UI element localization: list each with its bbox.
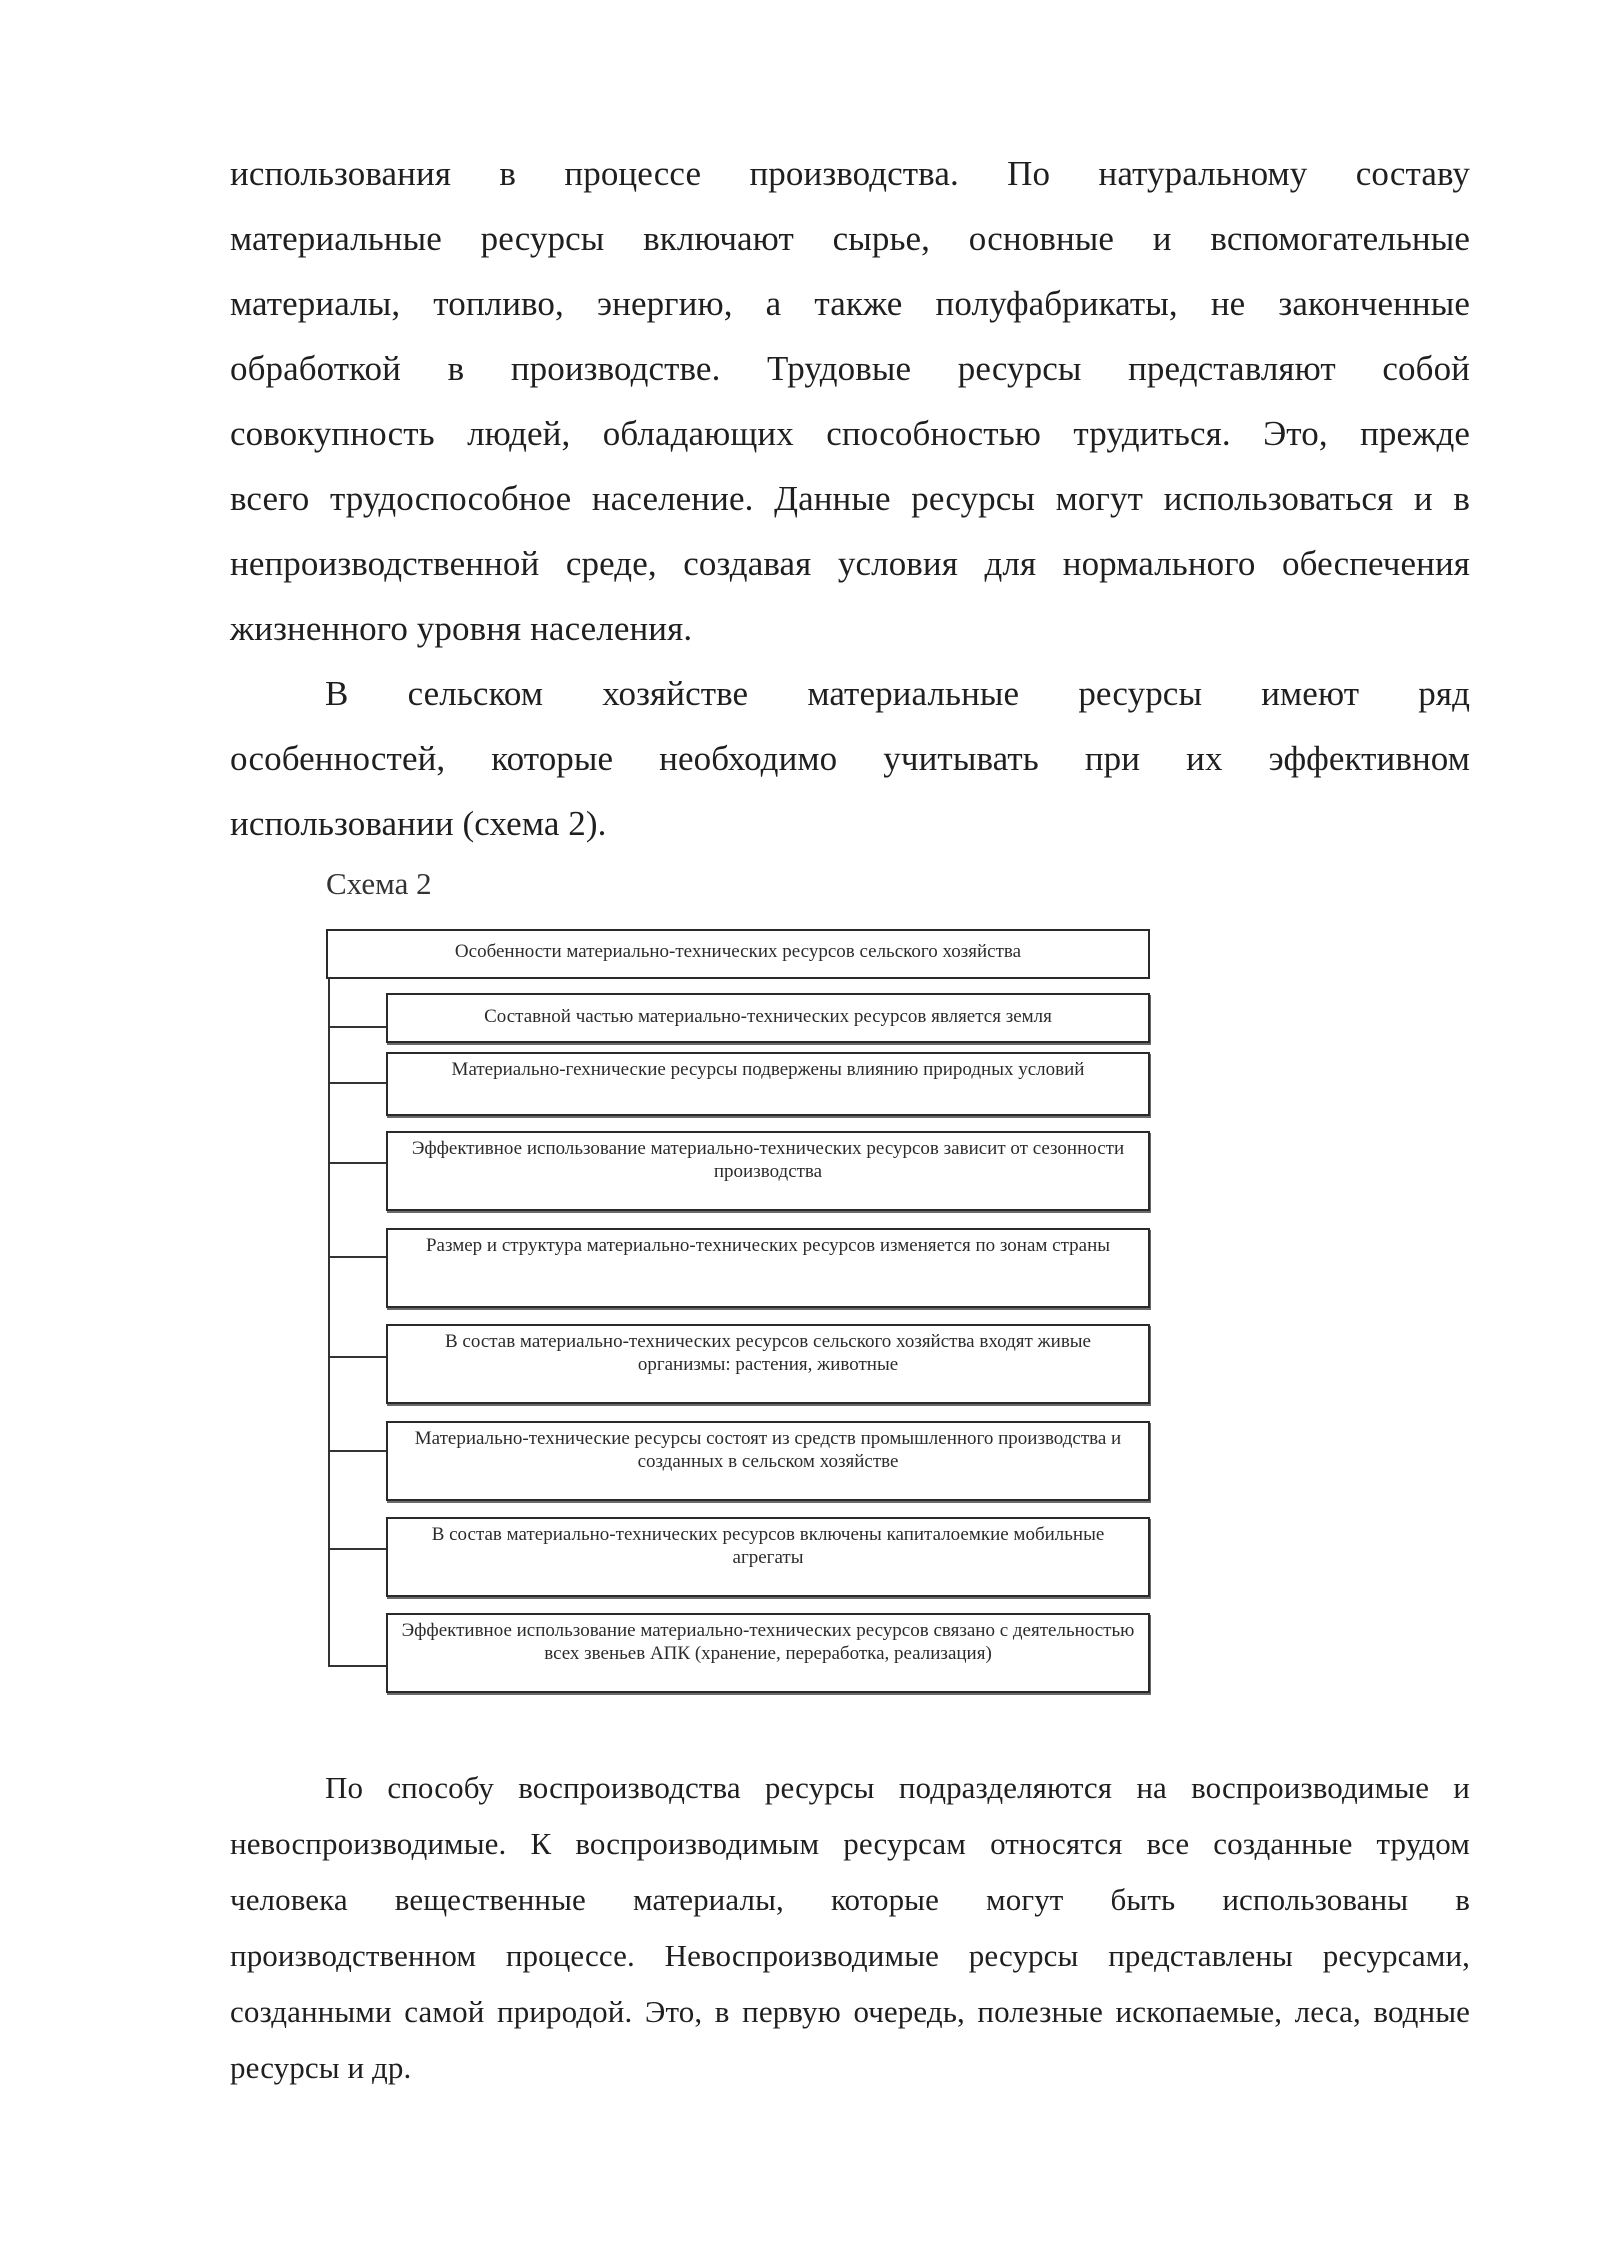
connector-line xyxy=(328,1665,390,1667)
text-line: По способу воспроизводства ресурсы подразделяются на воспроизводимые и xyxy=(325,1770,1470,1805)
text-line: материалы, топливо, энергию, а также полуфабрикаты, не законченные xyxy=(230,284,1470,323)
connector-line xyxy=(328,1162,390,1164)
connector-line xyxy=(328,1356,390,1358)
text-line: всего трудоспособное население. Данные ресурсы могут использоваться и в xyxy=(230,479,1470,518)
connector-line xyxy=(328,1026,390,1028)
text-line: невоспроизводимые. К воспроизводимым ресурсам относятся все созданные трудом xyxy=(230,1826,1470,1861)
connector-line xyxy=(328,1548,390,1550)
connector-line xyxy=(328,1082,390,1084)
text-line: созданными самой природой. Это, в первую очередь, полезные ископаемые, леса, водные xyxy=(230,1994,1470,2029)
text-line: использования в процессе производства. По натуральному составу xyxy=(230,154,1470,193)
text-line: особенностей, которые необходимо учитывать при их эффективном xyxy=(230,739,1470,778)
text-line: обработкой в производстве. Трудовые ресурсы представляют собой xyxy=(230,349,1470,388)
scheme-item-box: Материально-технические ресурсы состоят из средств промышленного производства и созданных в сельском хозяйстве xyxy=(386,1421,1150,1501)
text-line: В сельском хозяйстве материальные ресурсы имеют ряд xyxy=(325,674,1470,713)
connector-line xyxy=(328,1256,390,1258)
text-line: жизненного уровня населения. xyxy=(230,609,693,648)
scheme-item-box: Материально-гехнические ресурсы подвержены влиянию природных условий xyxy=(386,1052,1150,1116)
text-line: использовании (схема 2). xyxy=(230,804,607,843)
text-line: материальные ресурсы включают сырье, основные и вспомогательные xyxy=(230,219,1470,258)
connector-line xyxy=(328,1450,390,1452)
text-line: непроизводственной среде, создавая условия для нормального обеспечения xyxy=(230,544,1470,583)
scheme-item-box: Составной частью материально-технических ресурсов является земля xyxy=(386,993,1150,1043)
text-line: человека вещественные материалы, которые могут быть использованы в xyxy=(230,1882,1470,1917)
text-line: производственном процессе. Невоспроизводимые ресурсы представлены ресурсами, xyxy=(230,1938,1470,1973)
scheme-caption: Схема 2 xyxy=(326,866,432,901)
scheme-item-box: Эффективное использование материально-технических ресурсов зависит от сезонности производства xyxy=(386,1131,1150,1211)
scheme-item-box: В состав материально-технических ресурсов сельского хозяйства входят живые организмы: растения, животные xyxy=(386,1324,1150,1404)
scheme-header-box: Особенности материально-технических ресурсов сельского хозяйства xyxy=(326,929,1150,979)
scheme-item-box: Эффективное использование материально-технических ресурсов связано с деятельностью всех звеньев АПК (хранение, переработка, реализация) xyxy=(386,1613,1150,1693)
scheme-item-box: В состав материально-технических ресурсов включены капиталоемкие мобильные агрегаты xyxy=(386,1517,1150,1597)
text-line: ресурсы и др. xyxy=(230,2050,412,2085)
connector-vertical-line xyxy=(328,978,330,1667)
scheme-item-box: Размер и структура материально-технических ресурсов изменяется по зонам страны xyxy=(386,1228,1150,1308)
text-line: совокупность людей, обладающих способностью трудиться. Это, прежде xyxy=(230,414,1470,453)
